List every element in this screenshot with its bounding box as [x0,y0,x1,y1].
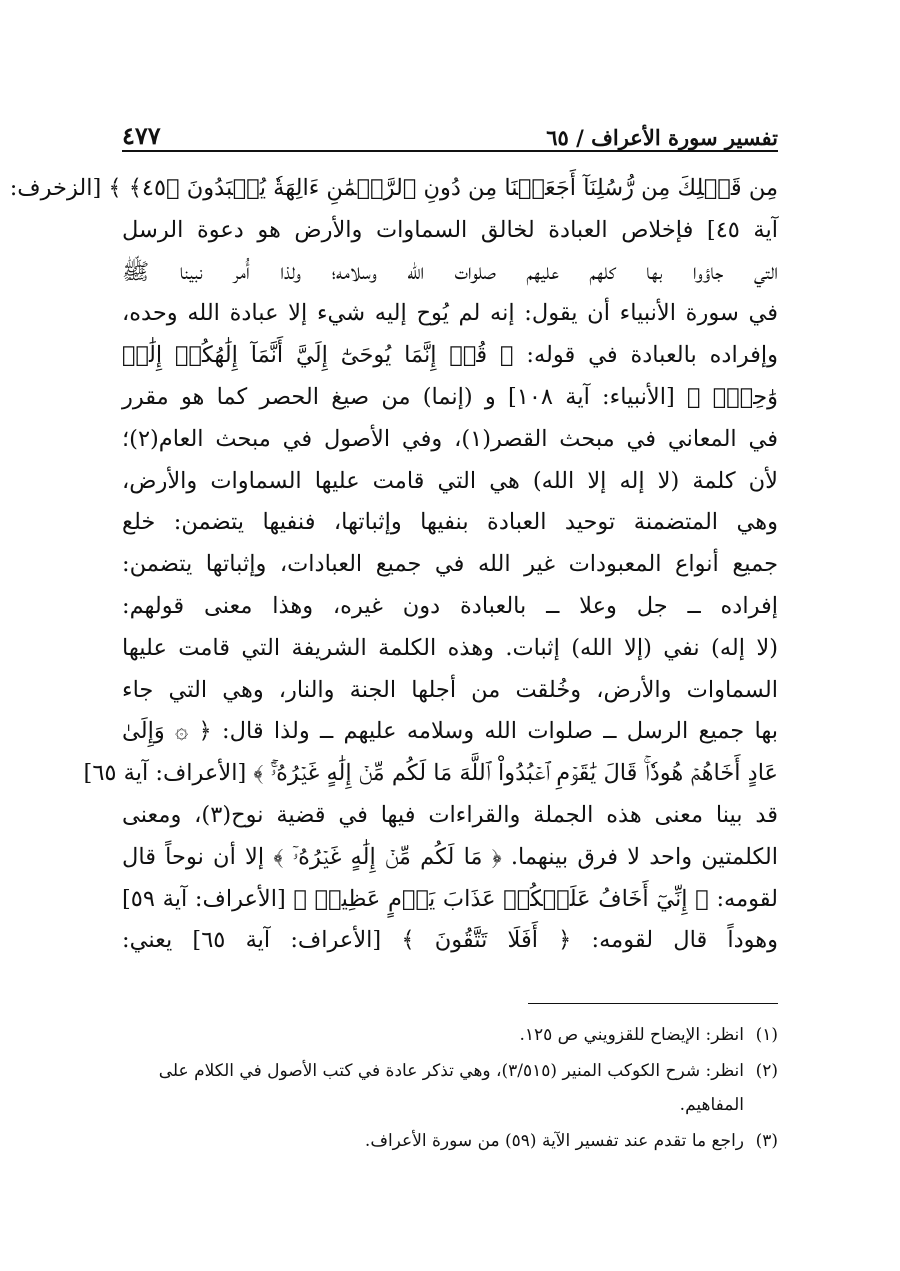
running-title: تفسير سورة الأعراف / ٦٥ [546,125,778,150]
footnote-item [122,1018,778,1052]
text-line: وهوداً قال لقومه: ﴿ أَفَلَا تَتَّقُونَ ﴾ [الأعراف: آية ٦٥] يعني: [122,927,779,954]
body-text [9,168,779,962]
text-line: الكلمتين واحد لا فرق بينهما. ﴿ مَا لَكُم مِّنۡ إِلَٰهٍ غَيۡرُهُۥٓ ﴾ إلا أن نوحاً قال [122,843,778,870]
text-line: آية ٤٥] فإخلاص العبادة لخالق السماوات والأرض هو دعوة الرسل [122,216,778,243]
text-line: التي جاؤوا بها كلهم عليهم صلوات الله وسلامه؛ ولذا أُمر نبينا ﷺ [122,258,778,285]
text-line: مِن قَبۡلِكَ مِن رُّسُلِنَآ أَجَعَلۡنَا مِن دُونِ ٱلرَّحۡمَٰنِ ءَالِهَةٗ يُعۡبَدُونَ ﴿٤٥﴾ ﴾ [الزخرف: [9,175,778,201]
text-line: وَٰحِدٞۖ ﴾ [الأنبياء: آية ١٠٨] و (إنما) من صيغ الحصر كما هو مقرر [122,383,779,410]
footnote-text: راجع ما تقدم عند تفسير الآية (٥٩) من سورة الأعراف. [364,1131,744,1151]
footnote-text: انظر: الإيضاح للقزويني ص ١٢٥. [519,1025,744,1045]
text-line: إفراده ــ جل وعلا ــ بالعبادة دون غيره، وهذا معنى قولهم: [122,592,778,619]
header-rule [122,150,778,152]
footnote-number: (٣) [755,1131,778,1151]
text-line: لأن كلمة (لا إله إلا الله) هي التي قامت عليها السماوات والأرض، [122,467,778,494]
text-line: وهي المتضمنة توحيد العبادة بنفيها وإثباتها، فنفيها يتضمن: خلع [122,509,778,536]
text-line: في المعاني في مبحث القصر(١)، وفي الأصول في مبحث العام(٢)؛ [122,425,778,452]
text-line: السماوات والأرض، وخُلقت من أجلها الجنة والنار، وهي التي جاء [122,676,778,703]
text-line: عَادٍ أَخَاهُمۡ هُودٗاۚ قَالَ يَٰقَوۡمِ ٱعۡبُدُواْ ٱللَّهَ مَا لَكُم مِّنۡ إِلَٰهٍ غَيۡرُهُۥٓۚ ﴾ [الأعراف: آية ٦٥] [83,760,778,787]
footnote-rule [528,1003,778,1004]
page-number: ٤٧٧ [122,121,161,150]
text-line: قد بينا معنى هذه الجملة والقراءات فيها في قضية نوح(٣)، ومعنى [122,801,778,828]
footnote-number: (١) [755,1025,778,1045]
footnote-text: انظر: شرح الكوكب المنير (٣/٥١٥)، وهي تذكر عادة في كتب الأصول في الكلام على المفاهيم. [158,1061,744,1115]
footnotes [122,1018,778,1160]
footnote-number: (٢) [755,1061,778,1081]
text-line: جميع أنواع المعبودات غير الله في جميع العبادات، وإثباتها يتضمن: [122,551,778,578]
text-line: في سورة الأنبياء أن يقول: إنه لم يُوح إليه شيء إلا عبادة الله وحده، [122,300,778,327]
text-line: وإفراده بالعبادة في قوله: ﴿ قُلۡ إِنَّمَا يُوحَىٰٓ إِلَيَّ أَنَّمَآ إِلَٰهُكُمۡ إِلَٰهٞ [122,342,778,369]
text-line: بها جميع الرسل ــ صلوات الله وسلامه عليهم ــ ولذا قال: ﴿ ۞ وَإِلَىٰ [122,718,778,745]
page-header [122,108,778,148]
text-line: لقومه: ﴿ إِنِّيٓ أَخَافُ عَلَيۡكُمۡ عَذَابَ يَوۡمٍ عَظِيمٖ ﴾ [الأعراف: آية ٥٩] [122,885,778,912]
footnote-item [122,1054,778,1122]
text-line: (لا إله) نفي (إلا الله) إثبات. وهذه الكلمة الشريفة التي قامت عليها [122,634,778,661]
footnote-item [122,1124,778,1158]
